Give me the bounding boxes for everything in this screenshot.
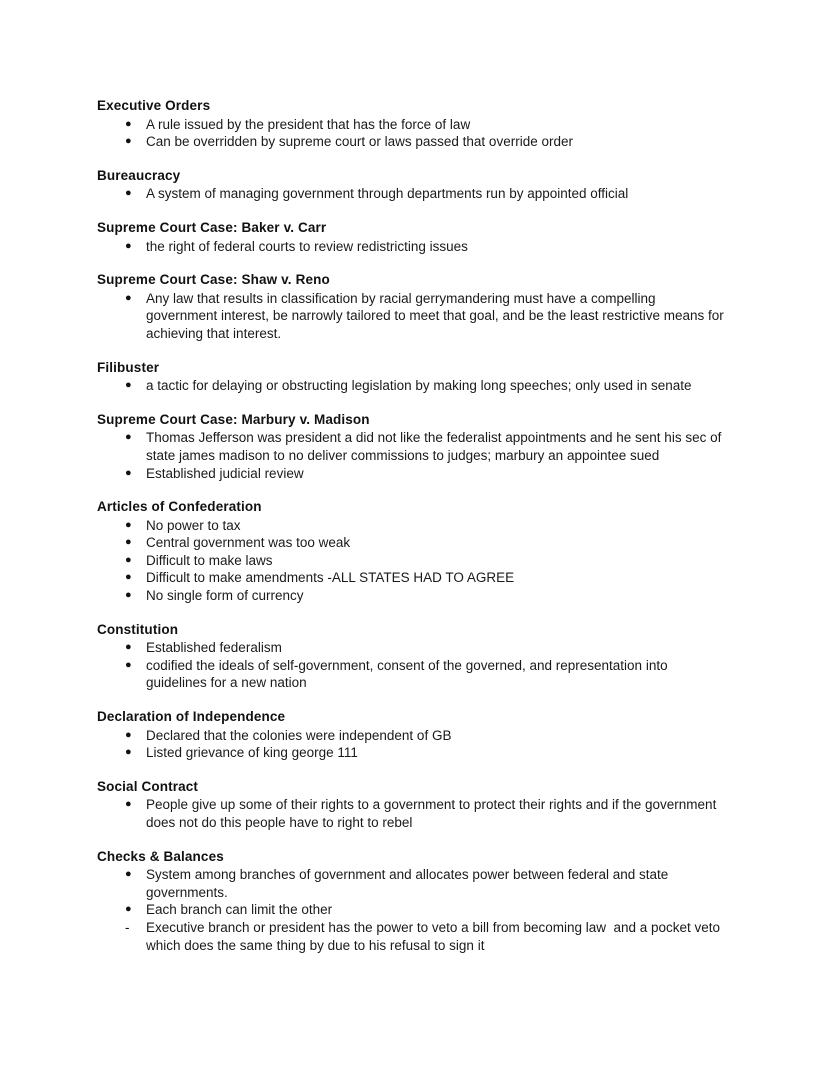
bullet-list [97, 866, 725, 954]
bullet-marker-icon: ● [125, 536, 132, 549]
list-item-text: Any law that results in classification by racial gerrymandering must have a compelling government interest, be narrowly tailored to meet that goal, and be the least restrictive means for achieving that interest. [146, 290, 728, 341]
note-section [97, 778, 725, 832]
list-item-text: a tactic for delaying or obstructing legislation by making long speeches; only used in senate [146, 378, 692, 394]
list-item [97, 796, 725, 831]
note-section [97, 621, 725, 692]
section-heading: Articles of Confederation [97, 499, 262, 515]
bullet-marker-icon: ● [125, 431, 132, 444]
note-section [97, 848, 725, 955]
bullet-marker-icon: ● [125, 553, 132, 566]
bullet-marker-icon: ● [125, 466, 132, 479]
note-section [97, 219, 725, 255]
list-item [97, 116, 725, 134]
bullet-marker-icon: ● [125, 589, 132, 602]
dash-marker-icon: - [125, 919, 130, 935]
list-item [97, 744, 725, 762]
list-item-text: codified the ideals of self-government, consent of the governed, and representation into guidelines for a new nation [146, 657, 672, 691]
bullet-marker-icon: ● [125, 641, 132, 654]
list-item-text: Listed grievance of king george 111 [146, 745, 358, 761]
list-item-text: Executive branch or president has the power to veto a bill from becoming law and a pocket veto which does the same thing by due to his refusal to sign it [146, 919, 724, 953]
note-section [97, 271, 728, 342]
bullet-marker-icon: ● [125, 135, 132, 148]
bullet-marker-icon: ● [125, 571, 132, 584]
bullet-marker-icon: ● [125, 379, 132, 392]
list-item-text: Established judicial review [146, 465, 304, 481]
bullet-marker-icon: ● [125, 239, 132, 252]
bullet-list [97, 429, 725, 482]
list-item [97, 587, 725, 605]
bullet-list [97, 639, 725, 692]
list-item-text: A rule issued by the president that has the force of law [146, 116, 471, 132]
section-heading: Supreme Court Case: Shaw v. Reno [97, 272, 330, 288]
list-item [97, 639, 725, 657]
list-item-text: Difficult to make laws [146, 552, 273, 568]
bullet-marker-icon: ● [125, 187, 132, 200]
bullet-marker-icon: ● [125, 868, 132, 881]
list-item [97, 552, 725, 570]
bullet-list [97, 185, 725, 203]
list-item [97, 727, 725, 745]
bullet-marker-icon: ● [125, 746, 132, 759]
bullet-marker-icon: ● [125, 291, 132, 304]
bullet-marker-icon: ● [125, 728, 132, 741]
list-item-text: No single form of currency [146, 588, 304, 604]
bullet-list [97, 238, 725, 256]
document-body [97, 97, 728, 954]
list-item-text: the right of federal courts to review redistricting issues [146, 238, 468, 254]
bullet-list [97, 517, 725, 605]
list-item [97, 238, 725, 256]
list-item-text: Central government was too weak [146, 535, 351, 551]
bullet-list [97, 116, 725, 151]
list-item [97, 901, 725, 919]
list-item [97, 517, 725, 535]
note-section [97, 359, 725, 395]
list-item-text: System among branches of government and allocates power between federal and state governments. [146, 867, 673, 900]
list-item-text: People give up some of their rights to a government to protect their rights and if the government does not do this people have to right to rebel [146, 797, 721, 830]
note-section [97, 167, 725, 203]
bullet-list [97, 727, 725, 762]
list-item-text: Declared that the colonies were independent of GB [146, 727, 452, 743]
bullet-marker-icon: ● [125, 798, 132, 811]
list-item [97, 377, 725, 395]
section-heading: Supreme Court Case: Baker v. Carr [97, 219, 327, 235]
list-item-text: Established federalism [146, 640, 282, 656]
bullet-marker-icon: ● [125, 117, 132, 130]
list-item-text: Each branch can limit the other [146, 902, 333, 918]
list-item [97, 534, 725, 552]
bullet-list [97, 796, 725, 831]
list-item [97, 133, 725, 151]
list-item [97, 657, 725, 692]
section-heading: Social Contract [97, 778, 199, 794]
section-heading: Filibuster [97, 359, 160, 375]
list-item [97, 185, 725, 203]
section-heading: Executive Orders [97, 98, 211, 113]
bullet-marker-icon: ● [125, 518, 132, 531]
section-heading: Declaration of Independence [97, 709, 286, 725]
list-item-text: Difficult to make amendments -ALL STATES HAD TO AGREE [146, 570, 515, 586]
list-item-text: A system of managing government through departments run by appointed official [146, 186, 629, 202]
list-item-text: Thomas Jefferson was president a did not like the federalist appointments and he sent his sec of state james madison to no deliver commissions to judges; marbury an appointee sued [146, 430, 726, 463]
bullet-list [97, 290, 728, 343]
list-item [97, 919, 725, 954]
bullet-marker-icon: ● [125, 658, 132, 671]
list-item [97, 569, 725, 587]
note-section [97, 411, 725, 482]
note-section [97, 708, 725, 762]
list-item-text: Can be overridden by supreme court or laws passed that override order [146, 134, 573, 150]
list-item [97, 465, 725, 483]
section-heading: Bureaucracy [97, 167, 181, 183]
bullet-marker-icon: ● [125, 903, 132, 916]
section-heading: Constitution [97, 621, 179, 637]
note-section [97, 97, 725, 151]
list-item [97, 290, 728, 343]
section-heading: Checks & Balances [97, 848, 224, 864]
bullet-list [97, 377, 725, 395]
list-item-text: No power to tax [146, 517, 241, 533]
note-section [97, 498, 725, 605]
section-heading: Supreme Court Case: Marbury v. Madison [97, 411, 370, 427]
list-item [97, 866, 725, 901]
list-item [97, 429, 725, 464]
